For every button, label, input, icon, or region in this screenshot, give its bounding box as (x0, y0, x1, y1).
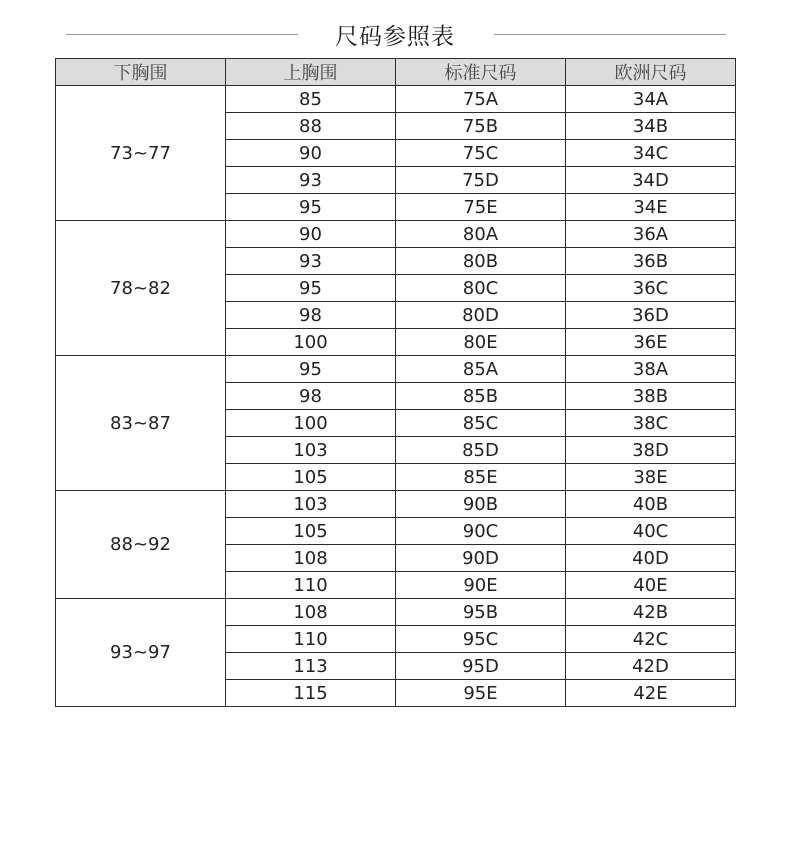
eu-size-cell: 38B (566, 383, 736, 410)
bust-cell: 98 (226, 302, 396, 329)
bust-cell: 95 (226, 194, 396, 221)
title-divider-right (494, 34, 726, 35)
standard-size-cell: 85E (396, 464, 566, 491)
standard-size-cell: 95D (396, 653, 566, 680)
bust-cell: 103 (226, 437, 396, 464)
eu-size-cell: 42B (566, 599, 736, 626)
table-row (56, 86, 736, 113)
bust-cell: 90 (226, 221, 396, 248)
standard-size-cell: 80D (396, 302, 566, 329)
eu-size-cell: 40C (566, 518, 736, 545)
eu-size-cell: 38E (566, 464, 736, 491)
standard-size-cell: 95B (396, 599, 566, 626)
eu-size-cell: 34E (566, 194, 736, 221)
standard-size-cell: 80E (396, 329, 566, 356)
underbust-range-cell: 93~97 (56, 599, 226, 707)
eu-size-cell: 36E (566, 329, 736, 356)
standard-size-cell: 75D (396, 167, 566, 194)
bust-cell: 115 (226, 680, 396, 707)
standard-size-cell: 85A (396, 356, 566, 383)
standard-size-cell: 90C (396, 518, 566, 545)
eu-size-cell: 40B (566, 491, 736, 518)
bust-cell: 113 (226, 653, 396, 680)
standard-size-cell: 80C (396, 275, 566, 302)
header-row (56, 59, 736, 86)
standard-size-cell: 75E (396, 194, 566, 221)
bust-cell: 105 (226, 464, 396, 491)
bust-cell: 95 (226, 356, 396, 383)
bust-cell: 98 (226, 383, 396, 410)
eu-size-cell: 38D (566, 437, 736, 464)
underbust-range-cell: 83~87 (56, 356, 226, 491)
eu-size-cell: 40D (566, 545, 736, 572)
bust-cell: 103 (226, 491, 396, 518)
bust-cell: 108 (226, 599, 396, 626)
standard-size-cell: 95C (396, 626, 566, 653)
bust-cell: 95 (226, 275, 396, 302)
size-chart-table (55, 58, 736, 707)
standard-size-cell: 75A (396, 86, 566, 113)
eu-size-cell: 40E (566, 572, 736, 599)
table-header (56, 59, 736, 86)
table-body (56, 86, 736, 707)
standard-size-cell: 80A (396, 221, 566, 248)
eu-size-cell: 34D (566, 167, 736, 194)
header-eu-size: 欧洲尺码 (566, 59, 736, 86)
page-title: 尺码参照表 (335, 24, 455, 50)
table-row (56, 221, 736, 248)
bust-cell: 110 (226, 626, 396, 653)
header-bust: 上胸围 (226, 59, 396, 86)
bust-cell: 93 (226, 248, 396, 275)
underbust-range-cell: 78~82 (56, 221, 226, 356)
bust-cell: 100 (226, 410, 396, 437)
standard-size-cell: 90D (396, 545, 566, 572)
eu-size-cell: 42E (566, 680, 736, 707)
table-row (56, 599, 736, 626)
standard-size-cell: 80B (396, 248, 566, 275)
table-row (56, 491, 736, 518)
eu-size-cell: 42D (566, 653, 736, 680)
eu-size-cell: 36D (566, 302, 736, 329)
eu-size-cell: 42C (566, 626, 736, 653)
eu-size-cell: 36A (566, 221, 736, 248)
title-row (0, 14, 790, 54)
bust-cell: 100 (226, 329, 396, 356)
bust-cell: 88 (226, 113, 396, 140)
standard-size-cell: 90E (396, 572, 566, 599)
standard-size-cell: 85B (396, 383, 566, 410)
eu-size-cell: 34A (566, 86, 736, 113)
bust-cell: 93 (226, 167, 396, 194)
eu-size-cell: 38A (566, 356, 736, 383)
eu-size-cell: 34C (566, 140, 736, 167)
header-underbust: 下胸围 (56, 59, 226, 86)
eu-size-cell: 38C (566, 410, 736, 437)
standard-size-cell: 85C (396, 410, 566, 437)
bust-cell: 105 (226, 518, 396, 545)
eu-size-cell: 36C (566, 275, 736, 302)
title-divider-left (66, 34, 298, 35)
bust-cell: 108 (226, 545, 396, 572)
eu-size-cell: 36B (566, 248, 736, 275)
underbust-range-cell: 73~77 (56, 86, 226, 221)
standard-size-cell: 90B (396, 491, 566, 518)
standard-size-cell: 95E (396, 680, 566, 707)
underbust-range-cell: 88~92 (56, 491, 226, 599)
standard-size-cell: 85D (396, 437, 566, 464)
bust-cell: 110 (226, 572, 396, 599)
standard-size-cell: 75C (396, 140, 566, 167)
bust-cell: 85 (226, 86, 396, 113)
table-row (56, 356, 736, 383)
header-standard-size: 标准尺码 (396, 59, 566, 86)
eu-size-cell: 34B (566, 113, 736, 140)
standard-size-cell: 75B (396, 113, 566, 140)
bust-cell: 90 (226, 140, 396, 167)
